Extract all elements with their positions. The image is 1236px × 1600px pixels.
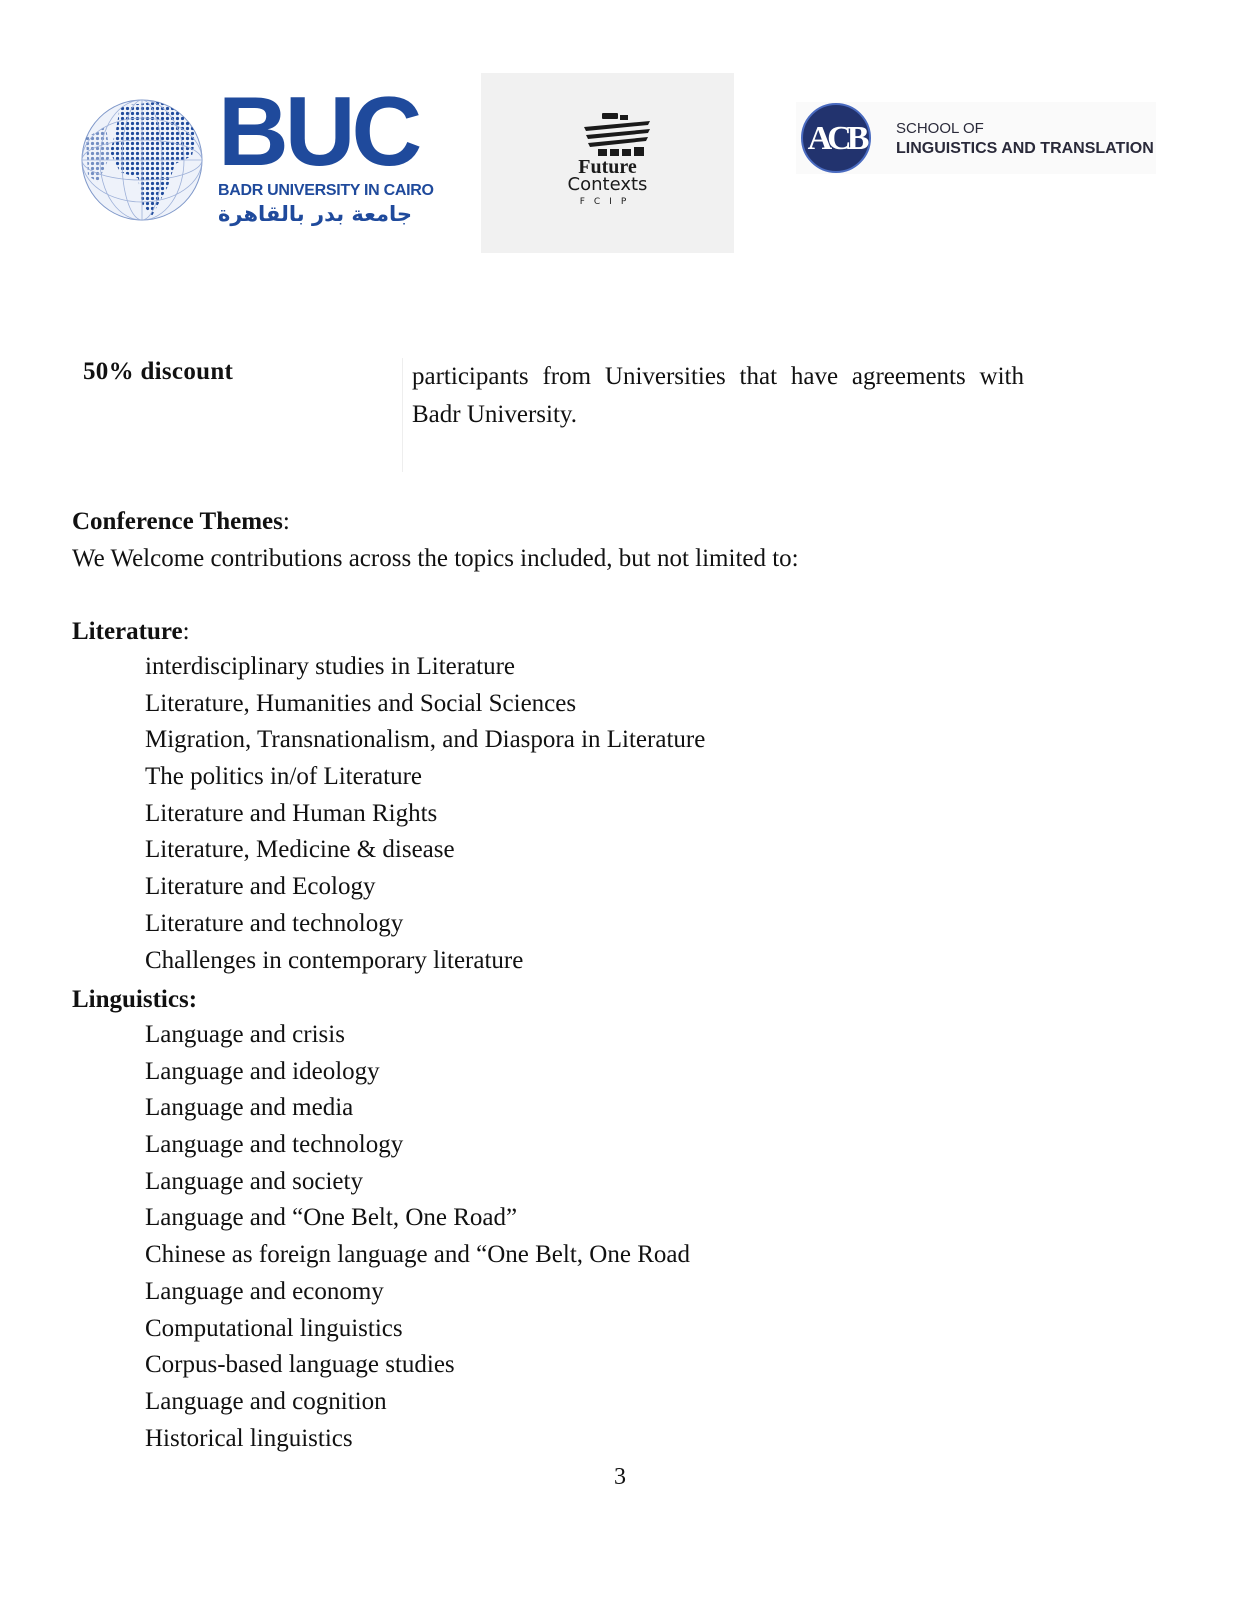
school-linguistics-translation-logo [796,102,1156,174]
list-item: Corpus-based language studies [145,1351,455,1379]
svg-text:ACB: ACB [807,120,865,157]
slt-line-linguistics: LINGUISTICS AND TRANSLATION [896,140,1154,157]
list-item: Challenges in contemporary literature [145,946,524,974]
themes-heading [72,508,290,536]
slt-line-school-of: SCHOOL OF [896,120,984,137]
list-item: Language and media [145,1094,354,1122]
linguistics-heading [72,986,197,1014]
list-item: Literature and technology [145,909,404,937]
list-item: Historical linguistics [145,1424,353,1452]
list-item: Language and cognition [145,1387,387,1415]
table-divider [402,358,403,472]
future-contexts-logo [481,73,734,253]
list-item: Migration, Transnationalism, and Diaspora in Literature [145,726,706,754]
acb-emblem-icon [796,102,880,174]
themes-heading-text: Conference Themes [72,508,283,535]
linguistics-heading-text: Linguistics: [72,986,198,1013]
buc-arabic-name: جامعة بدر بالقاهرة [218,202,413,226]
globe-icon [80,86,204,234]
list-item: Literature and Ecology [145,873,376,901]
literature-heading [72,618,190,646]
literature-heading-text: Literature [72,618,183,645]
list-item: Language and “One Belt, One Road” [145,1204,518,1232]
page-number: 3 [614,1464,626,1490]
list-item: Language and ideology [145,1057,380,1085]
themes-intro: We Welcome contributions across the topics included, but not limited to: [72,545,799,572]
list-item: Language and crisis [145,1021,345,1048]
fc-abbreviation: FCIP [579,197,636,207]
linguistics-topic-list [145,1017,690,1457]
list-item: Chinese as foreign language and “One Belt, One Road [145,1241,690,1269]
list-item: Computational linguistics [145,1314,403,1342]
list-item: Language and economy [145,1277,384,1305]
buc-wordmark: BUC [218,76,419,186]
themes-heading-colon: : [282,508,290,535]
ship-icon [580,111,654,157]
literature-heading-colon: : [182,618,190,645]
discount-description: participants from Universities that have agreements with Badr University. [412,363,1024,428]
buc-logo [80,76,440,236]
buc-subtitle: BADR UNIVERSITY IN CAIRO [218,182,434,199]
list-item: The politics in/of Literature [145,763,422,791]
list-item: Language and technology [145,1131,404,1159]
list-item: Literature, Humanities and Social Sciences [145,689,577,717]
list-item: interdisciplinary studies in Literature [145,653,516,680]
literature-topic-list [145,649,705,979]
list-item: Literature, Medicine & disease [145,836,455,864]
list-item: Language and society [145,1167,363,1195]
fc-title-contexts: Contexts [567,174,648,195]
list-item: Literature and Human Rights [145,799,438,827]
fc-title-future: Future [578,156,637,178]
discount-label: 50% discount [83,358,234,385]
